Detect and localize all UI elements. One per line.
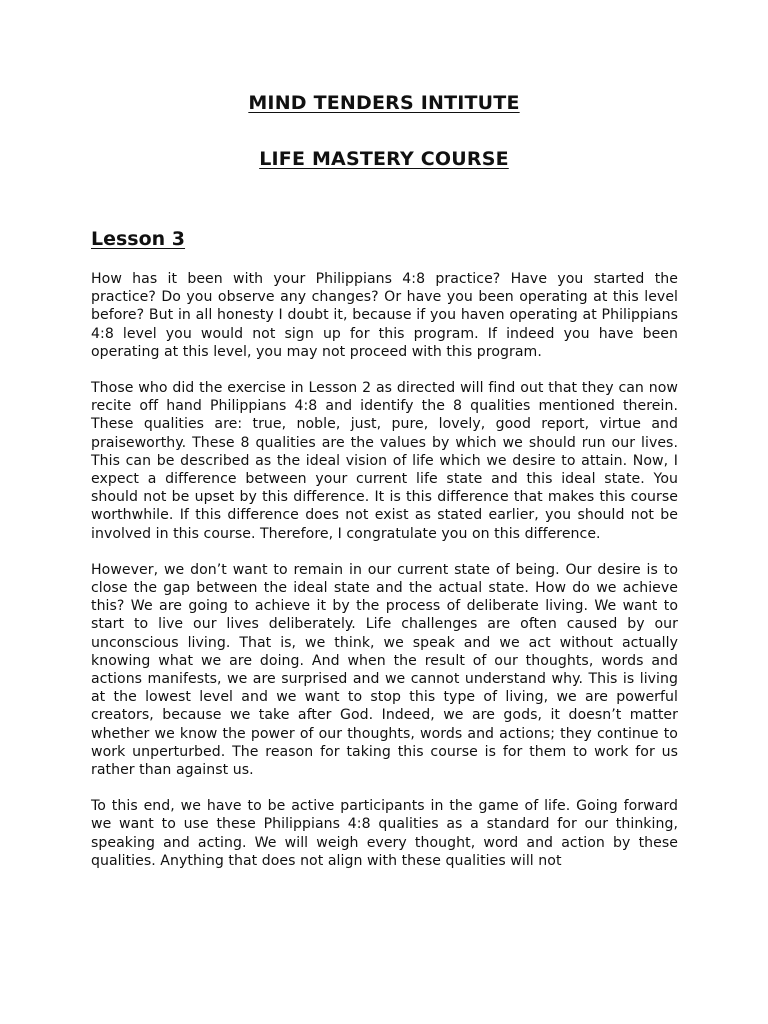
lesson-heading: Lesson 3 bbox=[91, 228, 186, 250]
lesson-body bbox=[91, 270, 678, 888]
course-title: LIFE MASTERY COURSE bbox=[259, 148, 509, 170]
paragraph-eight-qualities: Those who did the exercise in Lesson 2 as directed will find out that they can now recite off hand Philippians 4:8 and identify the 8 qualities mentioned therein. These qualities are: true, noble, just, pure, lovely, good report, virtue and praiseworthy. These 8 qualities are the values by which we should run our lives. This can be described as the ideal vision of life which we desire to attain. Now, I expect a difference between your current life state and this ideal state. You should not be upset by this difference. It is this difference that makes this course worthwhile. If this difference does not exist as stated earlier, you should not be involved in this course. Therefore, I congratulate you on this difference. bbox=[91, 380, 678, 542]
institute-title: MIND TENDERS INTITUTE bbox=[248, 92, 520, 114]
paragraph-deliberate-living: However, we don’t want to remain in our current state of being. Our desire is to close the gap between the ideal state and the actual state. How do we achieve this? We are going to achieve it by the process of deliberate living. We want to start to live our lives deliberately. Life challenges are often caused by our unconscious living. That is, we think, we speak and we act without actually knowing what we are doing. And when the result of our thoughts, words and actions manifests, we are surprised and we cannot understand why. This is living at the lowest level and we want to stop this type of living, we are powerful creators, because we take after God. Indeed, we are gods, it doesn’t matter whether we know the power of our thoughts, words and actions; they continue to work unperturbed. The reason for taking this course is for them to work for us rather than against us. bbox=[91, 561, 678, 779]
paragraph-practice-check: How has it been with your Philippians 4:8 practice? Have you started the practice? Do you observe any changes? Or have you been operating at this level before? But in all honesty I doubt it, because if you haven operating at Philippians 4:8 level you would not sign up for this program. If indeed you have been operating at this level, you may not proceed with this program. bbox=[91, 271, 678, 360]
paragraph-active-participants: To this end, we have to be active participants in the game of life. Going forward we want to use these Philippians 4:8 qualities as a standard for our thinking, speaking and acting. We will weigh every thought, word and action by these qualities. Anything that does not align with these qualities will not bbox=[91, 798, 678, 869]
